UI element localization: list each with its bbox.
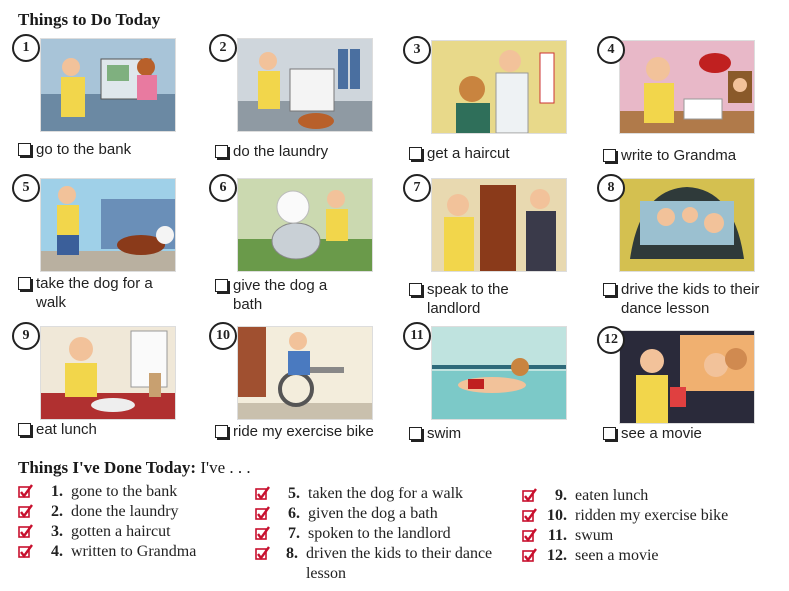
todo-item (603, 424, 753, 443)
swim-illustration (431, 326, 567, 420)
item-number: 2 (209, 34, 237, 62)
drive-kids-illustration (619, 178, 755, 272)
done-item (18, 542, 238, 565)
checkbox[interactable] (409, 427, 422, 440)
checkbox[interactable] (603, 149, 616, 162)
checkbox[interactable] (215, 425, 228, 438)
todo-label: get a haircut (427, 145, 510, 162)
done-item (255, 544, 515, 584)
done-number: 8. (285, 545, 298, 562)
todo-item (409, 424, 529, 443)
todo-label: speak to the landlord (427, 281, 509, 317)
checkbox[interactable] (409, 147, 422, 160)
item-number: 5 (12, 174, 40, 202)
done-text: gone to the bank (71, 483, 178, 500)
todo-label: do the laundry (233, 143, 329, 160)
todo-item (215, 276, 335, 314)
done-item (522, 546, 782, 569)
done-number: 6. (288, 505, 300, 522)
done-number: 9. (555, 487, 567, 504)
checkbox[interactable] (18, 143, 31, 156)
done-number: 7. (288, 525, 300, 542)
done-text: gotten a haircut (71, 523, 171, 540)
item-number: 7 (403, 174, 431, 202)
item-number: 3 (403, 36, 431, 64)
lunch-illustration (40, 326, 176, 420)
done-text: ridden my exercise bike (575, 507, 729, 524)
dog-bath-illustration (237, 178, 373, 272)
movie-illustration (619, 330, 755, 424)
todo-item (215, 422, 415, 441)
item-number: 11 (403, 322, 431, 350)
done-text: done the laundry (71, 503, 179, 520)
done-number: 2. (51, 503, 63, 520)
todo-label: eat lunch (36, 421, 97, 438)
todo-item (409, 280, 549, 318)
todo-item (603, 280, 783, 318)
done-text: eaten lunch (575, 487, 649, 504)
todo-item (603, 146, 783, 165)
done-text: taken the dog for a walk (308, 485, 464, 502)
done-number: 12. (547, 547, 567, 564)
item-number: 10 (209, 322, 237, 350)
done-number: 1. (51, 483, 63, 500)
todo-label: write to Grandma (621, 147, 737, 164)
checkbox[interactable] (215, 145, 228, 158)
checkmark-icon (18, 542, 41, 565)
checkbox[interactable] (603, 427, 616, 440)
checkbox[interactable] (603, 283, 616, 296)
done-text: written to Grandma (71, 543, 197, 560)
item-number: 6 (209, 174, 237, 202)
todo-label: swim (427, 425, 462, 442)
todo-item (215, 142, 385, 161)
things-done-heading: Things I've Done Today: I've . . . (18, 458, 251, 477)
letter-illustration (619, 40, 755, 134)
todo-item (18, 274, 178, 312)
item-number: 8 (597, 174, 625, 202)
todo-label: go to the bank (36, 141, 132, 158)
done-text: swum (575, 527, 614, 544)
item-number: 12 (597, 326, 625, 354)
checkmark-icon (522, 546, 545, 569)
done-number: 5. (288, 485, 300, 502)
todo-item (18, 420, 178, 439)
done-text: spoken to the landlord (308, 525, 451, 542)
done-text: given the dog a bath (308, 505, 438, 522)
checkbox[interactable] (409, 283, 422, 296)
things-to-do-heading: Things to Do Today (18, 10, 161, 29)
haircut-illustration (431, 40, 567, 134)
dog-walk-illustration (40, 178, 176, 272)
item-number: 4 (597, 36, 625, 64)
todo-label: ride my exercise bike (233, 423, 374, 440)
todo-item (409, 144, 579, 163)
checkbox[interactable] (18, 277, 31, 290)
done-number: 10. (547, 507, 567, 524)
done-number: 11. (547, 527, 567, 544)
done-number: 4. (51, 543, 63, 560)
todo-label: see a movie (621, 425, 702, 442)
checkbox[interactable] (215, 279, 228, 292)
todo-item (18, 140, 188, 159)
bank-illustration (40, 38, 176, 132)
checkmark-icon (255, 544, 278, 567)
done-text: driven the kids to their dance lesson (305, 545, 493, 582)
checkbox[interactable] (18, 423, 31, 436)
done-text: seen a movie (575, 547, 659, 564)
todo-label: take the dog for a walk (36, 275, 153, 311)
item-number: 1 (12, 34, 40, 62)
todo-label: drive the kids to their dance lesson (621, 281, 760, 317)
todo-label: give the dog a bath (233, 277, 328, 313)
done-number: 3. (51, 523, 63, 540)
item-number: 9 (12, 322, 40, 350)
exercise-bike-illustration (237, 326, 373, 420)
laundry-illustration (237, 38, 373, 132)
landlord-illustration (431, 178, 567, 272)
done-lead: I've . . . (200, 458, 251, 477)
